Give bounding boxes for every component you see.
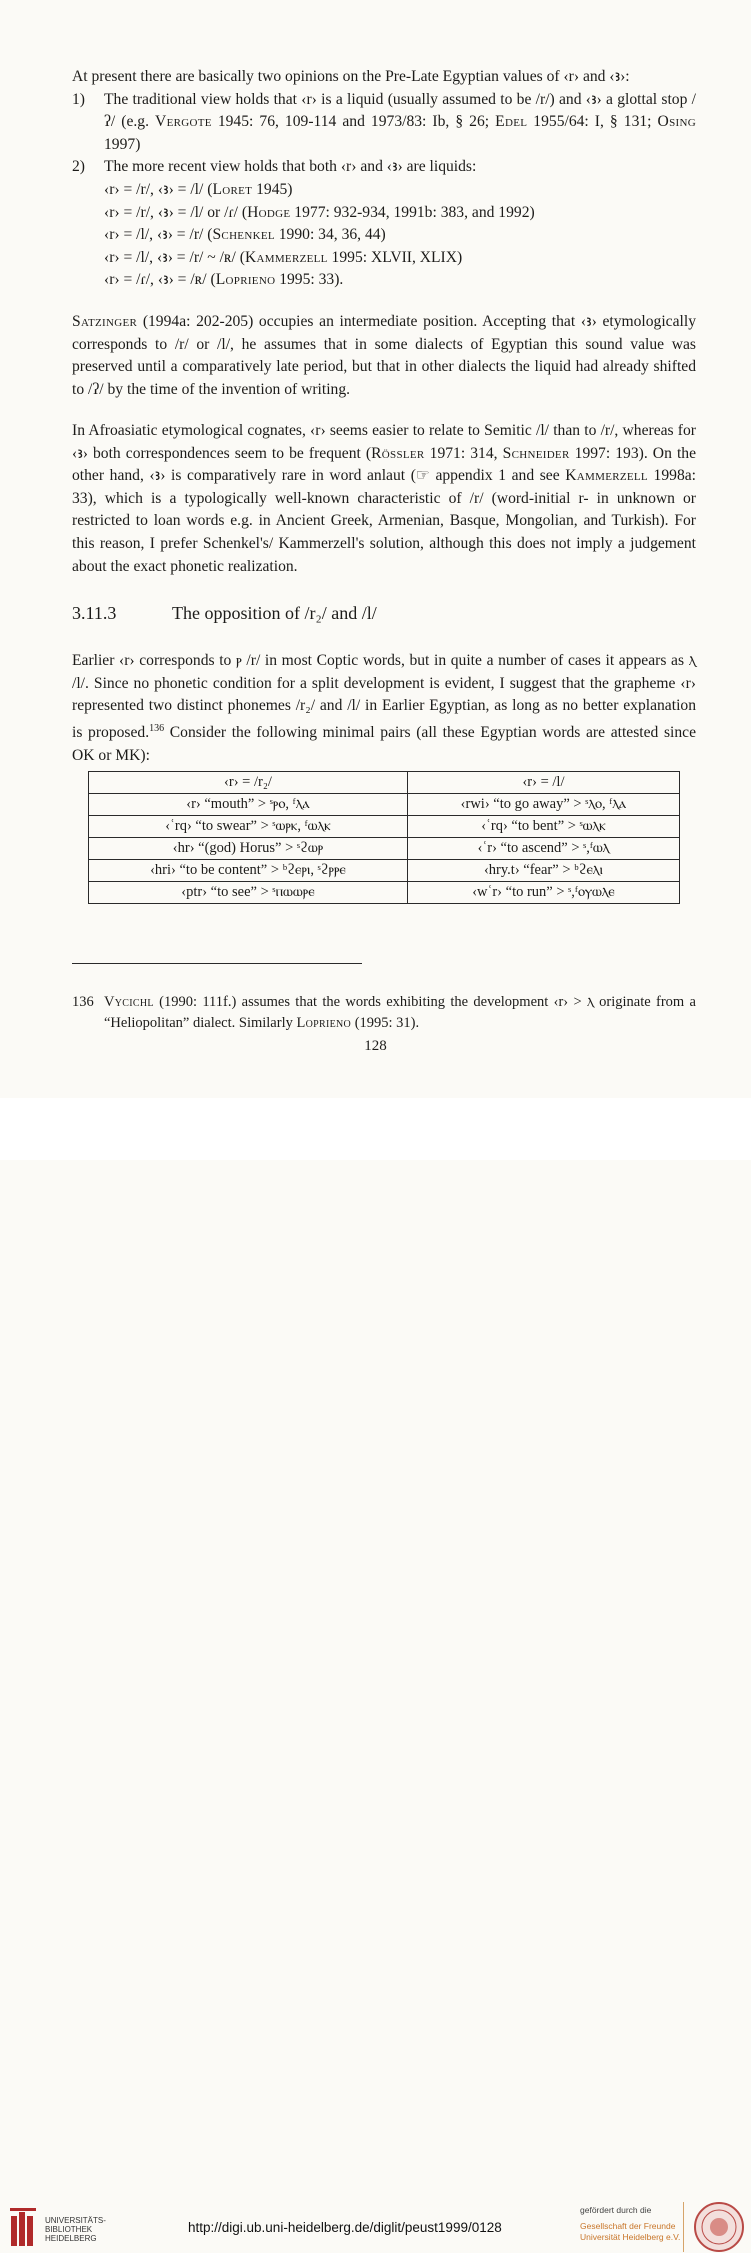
table-cell: ‹r› “mouth” > ˢⲣⲟ, ᶠⲗⲁ [89, 794, 408, 816]
citation-author: Edel [495, 113, 528, 131]
table-row [89, 838, 680, 860]
table-cell: ‹rwi› “to go away” > ˢⲗⲟ, ᶠⲗⲁ [407, 794, 679, 816]
section-heading [72, 603, 377, 624]
minimal-pairs-table [88, 771, 680, 904]
table-cell: ‹ʿrq› “to bent” > ˢⲱⲗⲕ [407, 816, 679, 838]
table-row [89, 882, 680, 904]
table-header: ‹r› = /l/ [407, 772, 679, 794]
section-title: The opposition of /r₂/ and /l/ [172, 603, 377, 623]
main-text [72, 66, 696, 292]
footnote-reference[interactable]: 136 [149, 722, 165, 734]
footer-divider [683, 2202, 684, 2252]
list-number: 2) [72, 158, 85, 176]
list-item-2: 2) The more recent view holds that both ‹r› and ‹ꜣ› are liquids: [72, 156, 696, 179]
section-number: 3.11.3 [72, 603, 117, 623]
sub-list [72, 179, 696, 292]
citation-author: Osing [657, 113, 696, 131]
table-row [89, 816, 680, 838]
table-cell: ‹hr› “(god) Horus” > ˢϩⲱⲣ [89, 838, 408, 860]
table-header-row [89, 772, 680, 794]
sub-list-item: ‹r› = /l/, ‹ꜣ› = /r/ (Schenkel 1990: 34, 36, 44) [104, 226, 386, 244]
paragraph-satzinger: Satzinger (1994a: 202-205) occupies an intermediate position. Accepting that ‹ꜣ› etymologically corresponds to /r/ or /l/, he assumes that in some dialects of Egyptian this sound value was preserved until a comparatively late period, but that in other dialects the liquid had already shifted to /ʔ/ by the time of the invention of writing. [72, 313, 696, 398]
table-cell: ‹hry.t› “fear” > ᵇϩⲉⲗⲓ [407, 860, 679, 882]
intro-paragraph: At present there are basically two opinions on the Pre-Late Egyptian values of ‹r› and ‹ꜣ›: [72, 68, 630, 85]
sponsor-text: gefördert durch die Gesellschaft der Freunde Universität Heidelberg e.V. [580, 2205, 681, 2242]
sub-list-item: ‹r› = /r/, ‹ꜣ› = /l/ (Loret 1945) [104, 180, 293, 198]
source-url-link[interactable]: http://digi.ub.uni-heidelberg.de/diglit/peust1999/0128 [188, 2220, 502, 2235]
sub-list-item: ‹r› = /ɾ/, ‹ꜣ› = /ʀ/ (Loprieno 1995: 33). [104, 271, 344, 289]
table-cell: ‹ʿrq› “to swear” > ˢⲱⲣⲕ, ᶠⲱⲗⲕ [89, 816, 408, 838]
table-row [89, 860, 680, 882]
footnote-divider [72, 963, 362, 964]
list-number: 1) [72, 90, 85, 108]
table-cell: ‹ʿr› “to ascend” > ˢ,ᶠⲱⲗ [407, 838, 679, 860]
table-header: ‹r› = /r₂/ [89, 772, 408, 794]
citation-author: Vergote [155, 113, 212, 131]
table-row [89, 794, 680, 816]
table-cell: ‹ptr› “to see” > ˢⲡⲱⲱⲣⲉ [89, 882, 408, 904]
library-name: UNIVERSITÄTS- BIBLIOTHEK HEIDELBERG [45, 2216, 106, 2243]
sub-list-item: ‹r› = /r/, ‹ꜣ› = /l/ or /ɾ/ (Hodge 1977: 932-934, 1991b: 383, and 1992) [104, 203, 535, 221]
table-cell: ‹wʿr› “to run” > ˢ,ᶠⲟⲩⲱⲗⲉ [407, 882, 679, 904]
paragraph-afroasiatic: In Afroasiatic etymological cognates, ‹r› seems easier to relate to Semitic /l/ than to /r/, whereas for ‹ꜣ› both correspondences seem to be frequent (Rössler 1971: 314, Schneider 1997: 193). On the other hand, ‹ꜣ› is comparatively rare in word anlaut (☞ appendix 1 and see Kammerzell 1998a: 33), which is a typologically well-known characteristic of /r/ (word-initial r- in unknown or restricted to loan words e.g. in Ancient Greek, Armenian, Basque, Mongolian, and Turkish). For this reason, I prefer Schenkel's/ Kammerzell's solution, although this does not imply a judgement about the exact phonetic realization. [72, 422, 696, 575]
table-cell: ‹hri› “to be content” > ᵇϩⲉⲣⲓ, ˢϩⲣⲣⲉ [89, 860, 408, 882]
library-logo-icon [10, 2208, 40, 2248]
sub-list-item: ‹r› = /l/, ‹ꜣ› = /r/ ~ /ʀ/ (Kammerzell 1995: XLVII, XLIX) [104, 248, 463, 266]
footnote: 136 Vycichl (1990: 111f.) assumes that the words exhibiting the development ‹r› > ⲗ originate from a “Heliopolitan” dialect. Similarly Loprieno (1995: 31). [72, 992, 696, 1034]
digital-library-footer [0, 1098, 751, 2243]
list-item-1: 1) The traditional view holds that ‹r› is a liquid (usually assumed to be /r/) and ‹ꜣ› a glottal stop /ʔ/ (e.g. Vergote 1945: 76, 109-114 and 1973/83: Ib, § 26; Edel 1955/64: I, § 131; Osing 1997) [72, 89, 696, 157]
footnote-number: 136 [72, 994, 94, 1010]
paragraph-opposition: Earlier ‹r› corresponds to ⲣ /r/ in most Coptic words, but in quite a number of cases it appears as ⲗ /l/. Since no phonetic condition for a split development is evident, I suggest that the grapheme ‹r› represented two distinct phonemes /r₂/ and /l/ in Earlier Egyptian, as long as no better explanation is proposed.$^{136}$ Consider the following minimal pairs (all these Egyptian words are attested since OK or MK): [72, 652, 696, 764]
page-number: 128 [364, 1038, 387, 1054]
university-seal-icon [693, 2201, 745, 2253]
